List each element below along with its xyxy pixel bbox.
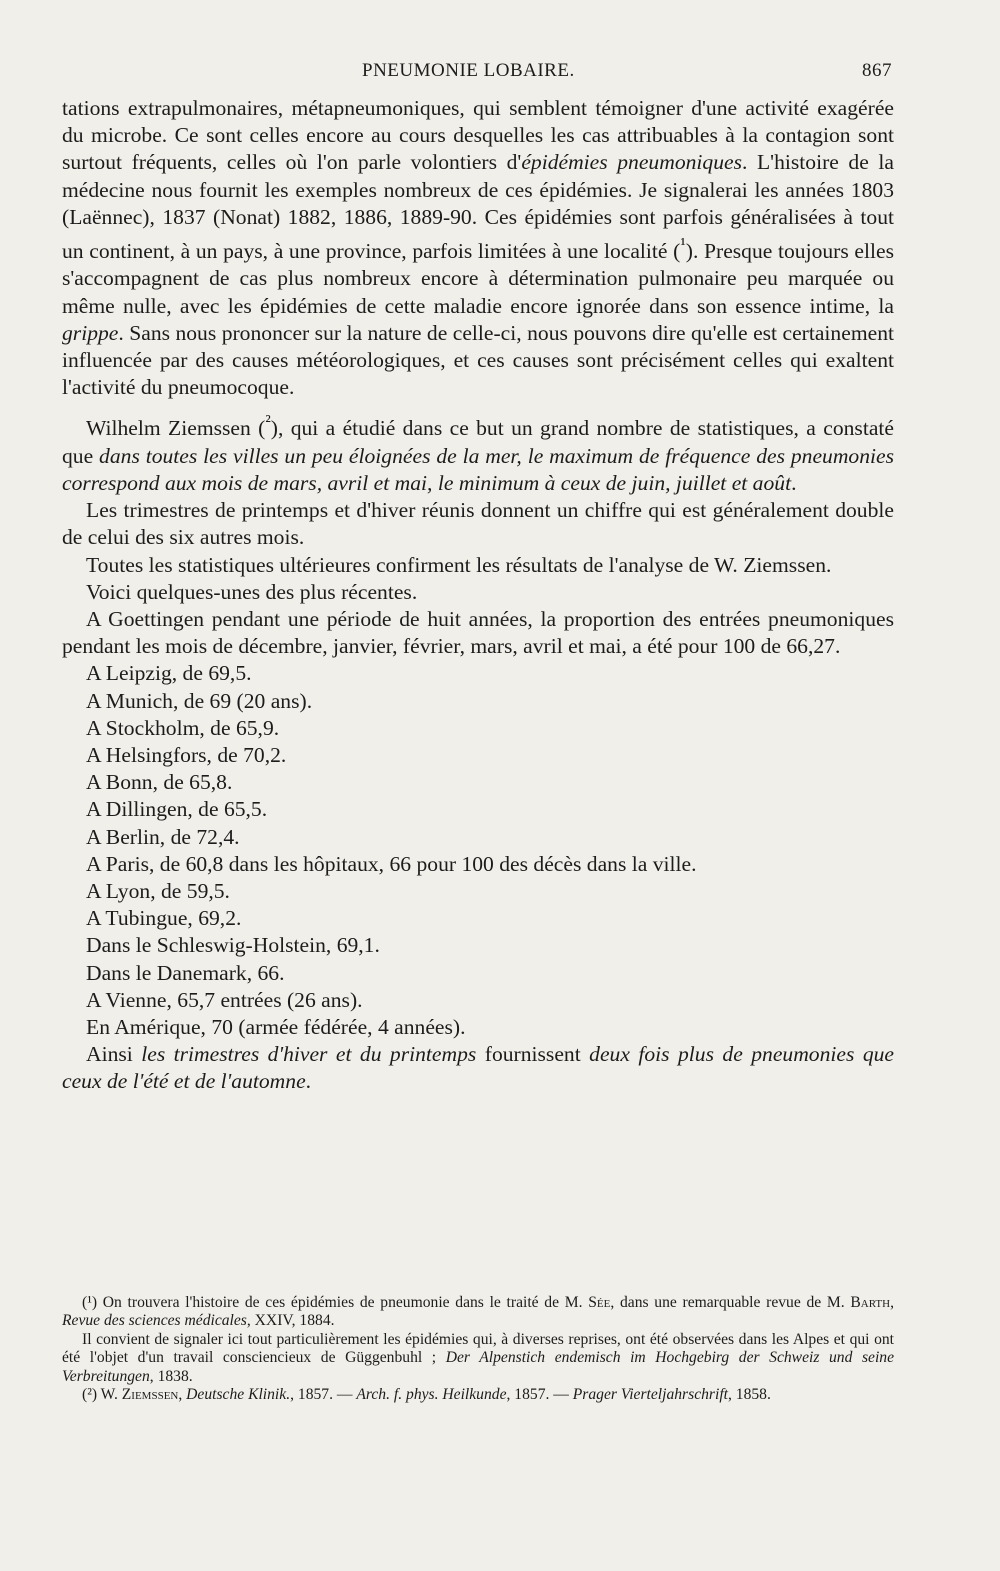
footnote-ref-1: ¹ [680, 234, 686, 255]
city-list [62, 660, 894, 1041]
footnote-1: (¹) On trouvera l'histoire de ces épidémies de pneumonie dans le traité de M. Sée, dans une remarquable revue de M. Barth, Revue des sciences médicales, XXIV, 1884. [62, 1294, 894, 1330]
paragraph-conclusion: Ainsi les trimestres d'hiver et du printemps fournissent deux fois plus de pneumonies que ceux de l'été et de l'automne. [62, 1042, 894, 1094]
paragraph-trimestres: Les trimestres de printemps et d'hiver réunis donnent un chiffre qui est généralement double de celui des six autres mois. [62, 498, 894, 550]
emphasis: épidémies pneumoniques [521, 150, 742, 175]
emphasis: dans toutes les villes un peu éloignées de la mer, le maximum de fréquence des pneumonies correspond aux mois de mars, avril et mai, le minimum à ceux de juin, juillet et août [62, 443, 895, 496]
page-number: 867 [862, 60, 892, 81]
footnote-ref-2: ² [265, 411, 271, 432]
list-item: A Tubingue, 69,2. [86, 906, 242, 931]
footnote-1-continued: Il convient de signaler ici tout particulièrement les épidémies qui, à diverses reprises, ont été observées dans les Alpes et qui ont été l'objet d'un travail consciencieux de Güggenbuhl ; Der Alpenstich endemisch im Hochgebirg der Schweiz und seine Verbreitungen, 1838. [62, 1330, 894, 1385]
list-item: Dans le Danemark, 66. [86, 960, 285, 985]
list-item: A Vienne, 65,7 entrées (26 ans). [86, 987, 363, 1012]
list-item: En Amérique, 70 (armée fédérée, 4 années). [86, 1015, 466, 1040]
main-text [62, 95, 894, 1096]
list-item: Dans le Schleswig-Holstein, 69,1. [86, 933, 380, 958]
paragraph-recentes: Voici quelques-unes des plus récentes. [86, 579, 418, 604]
emphasis: deux fois plus de pneumonies que ceux de l'été et de l'automne [62, 1042, 894, 1094]
list-item: A Leipzig, de 69,5. [86, 661, 252, 686]
page-header [62, 60, 892, 86]
list-item: A Stockholm, de 65,9. [86, 715, 280, 740]
running-title: PNEUMONIE LOBAIRE. [362, 60, 575, 81]
footnote-2: (²) W. Ziemssen, Deutsche Klinik., 1857. — Arch. f. phys. Heilkunde, 1857. — Prager Vierteljahrschrift, 1858. [82, 1386, 771, 1404]
list-item: A Lyon, de 59,5. [86, 879, 230, 904]
list-item: A Munich, de 69 (20 ans). [86, 688, 313, 713]
paragraph-epidemics: tations extrapulmonaires, métapneumoniques, qui semblent témoigner d'une activité exagérée du microbe. Ce sont celles encore au cours desquelles les cas attribuables à la contagion sont surtout fréquents, celles où l'on parle volontiers d'épidémies pneumoniques. L'histoire de la médecine nous fournit les exemples nombreux de ces épidémies. Je signalerai les années 1803 (Laënnec), 1837 (Nonat) 1882, 1886, 1889-90. Ces épidémies sont parfois généralisées à tout un continent, à un pays, à une province, parfois limitées à une localité ($^{^1}$). Presque toujours elles s'accompagnent de cas plus nombreux encore à détermination pulmonaire peu marquée ou même nulle, avec les épidémies de cette maladie encore ignorée dans son essence intime, la grippe. Sans nous prononcer sur la nature de celle-ci, nous pouvons dire qu'elle est certainement influencée par des causes météorologiques, et ces causes sont précisément celles qui exaltent l'activité du pneumocoque. [62, 96, 894, 400]
footnotes [62, 1294, 894, 1404]
paragraph-goettingen: A Goettingen pendant une période de huit années, la proportion des entrées pneumoniques pendant les mois de décembre, janvier, février, mars, avril et mai, a été pour 100 de 66,27. [62, 607, 894, 659]
list-item: A Paris, de 60,8 dans les hôpitaux, 66 pour 100 des décès dans la ville. [86, 851, 697, 876]
paragraph-statistiques: Toutes les statistiques ultérieures confirment les résultats de l'analyse de W. Ziemssen. [86, 552, 832, 577]
emphasis: grippe [62, 320, 119, 345]
list-item: A Bonn, de 65,8. [86, 770, 233, 795]
list-item: A Berlin, de 72,4. [86, 824, 240, 849]
list-item: A Dillingen, de 65,5. [86, 797, 268, 822]
emphasis: les trimestres d'hiver et du printemps [141, 1042, 477, 1067]
paragraph-ziemssen: Wilhelm Ziemssen ($^{^2}$), qui a étudié dans ce but un grand nombre de statistiques, a constaté que dans toutes les villes un peu éloignées de la mer, le maximum de fréquence des pneumonies correspond aux mois de mars, avril et mai, le minimum à ceux de juin, juillet et août. [62, 411, 895, 496]
list-item: A Helsingfors, de 70,2. [86, 743, 287, 768]
